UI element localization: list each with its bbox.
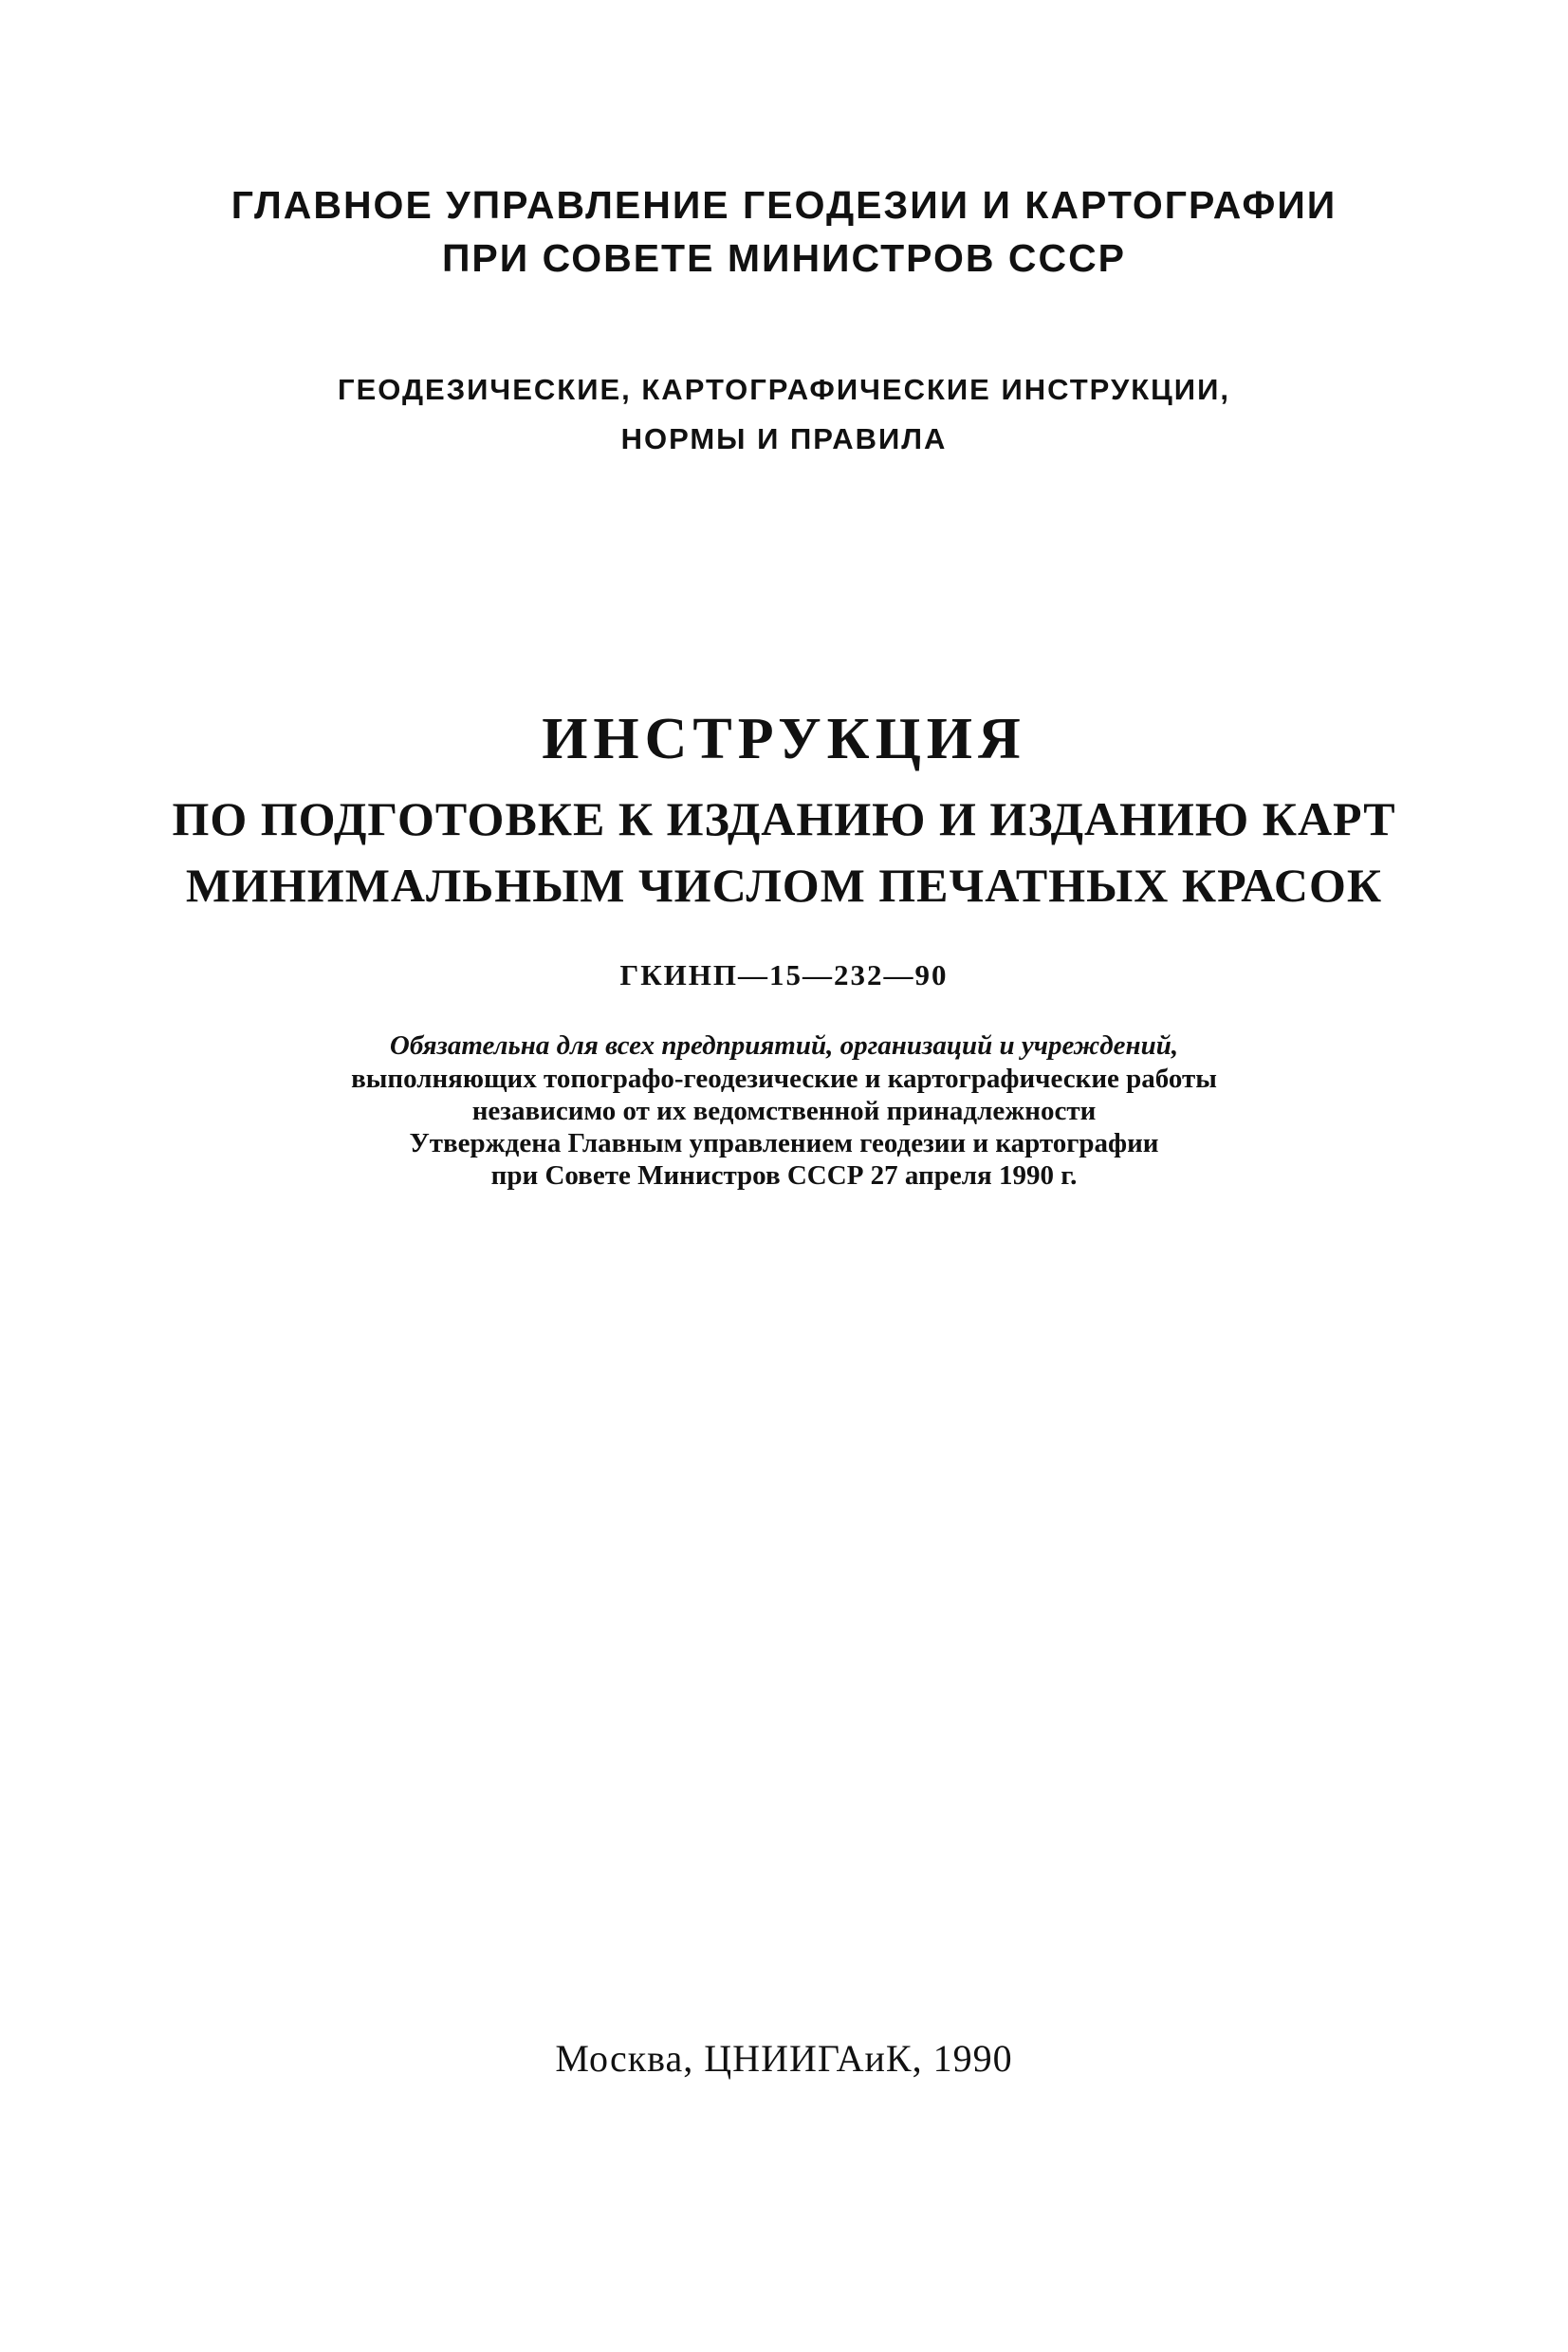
applicability-line-2: выполняющих топографо-геодезические и картографические работы — [351, 1064, 1217, 1094]
authority-line-1: ГЛАВНОЕ УПРАВЛЕНИЕ ГЕОДЕЗИИ И КАРТОГРАФИИ — [231, 183, 1337, 227]
applicability-line-3: независимо от их ведомственной принадлежности — [471, 1096, 1097, 1126]
approval-line-1: Утверждена Главным управлением геодезии и картографии — [409, 1128, 1159, 1158]
document-subtitle-line-1: ПО ПОДГОТОВКЕ К ИЗДАНИЮ И ИЗДАНИЮ КАРТ — [172, 792, 1396, 845]
publisher-imprint: Москва, ЦНИИГАиК, 1990 — [555, 2037, 1013, 2080]
document-code: ГКИНП—15—232—90 — [619, 958, 949, 991]
document-subtitle-line-2: МИНИМАЛЬНЫМ ЧИСЛОМ ПЕЧАТНЫХ КРАСОК — [185, 859, 1383, 912]
approval-line-2: при Совете Министров СССР 27 апреля 1990 г. — [490, 1160, 1078, 1191]
authority-line-2: ПРИ СОВЕТЕ МИНИСТРОВ СССР — [441, 236, 1127, 280]
applicability-line-1: Обязательна для всех предприятий, организаций и учреждений, — [389, 1030, 1179, 1061]
series-line-1: ГЕОДЕЗИЧЕСКИЕ, КАРТОГРАФИЧЕСКИЕ ИНСТРУКЦИИ, — [338, 373, 1230, 406]
document-title: ИНСТРУКЦИЯ — [542, 707, 1026, 771]
series-line-2: НОРМЫ И ПРАВИЛА — [620, 422, 948, 455]
